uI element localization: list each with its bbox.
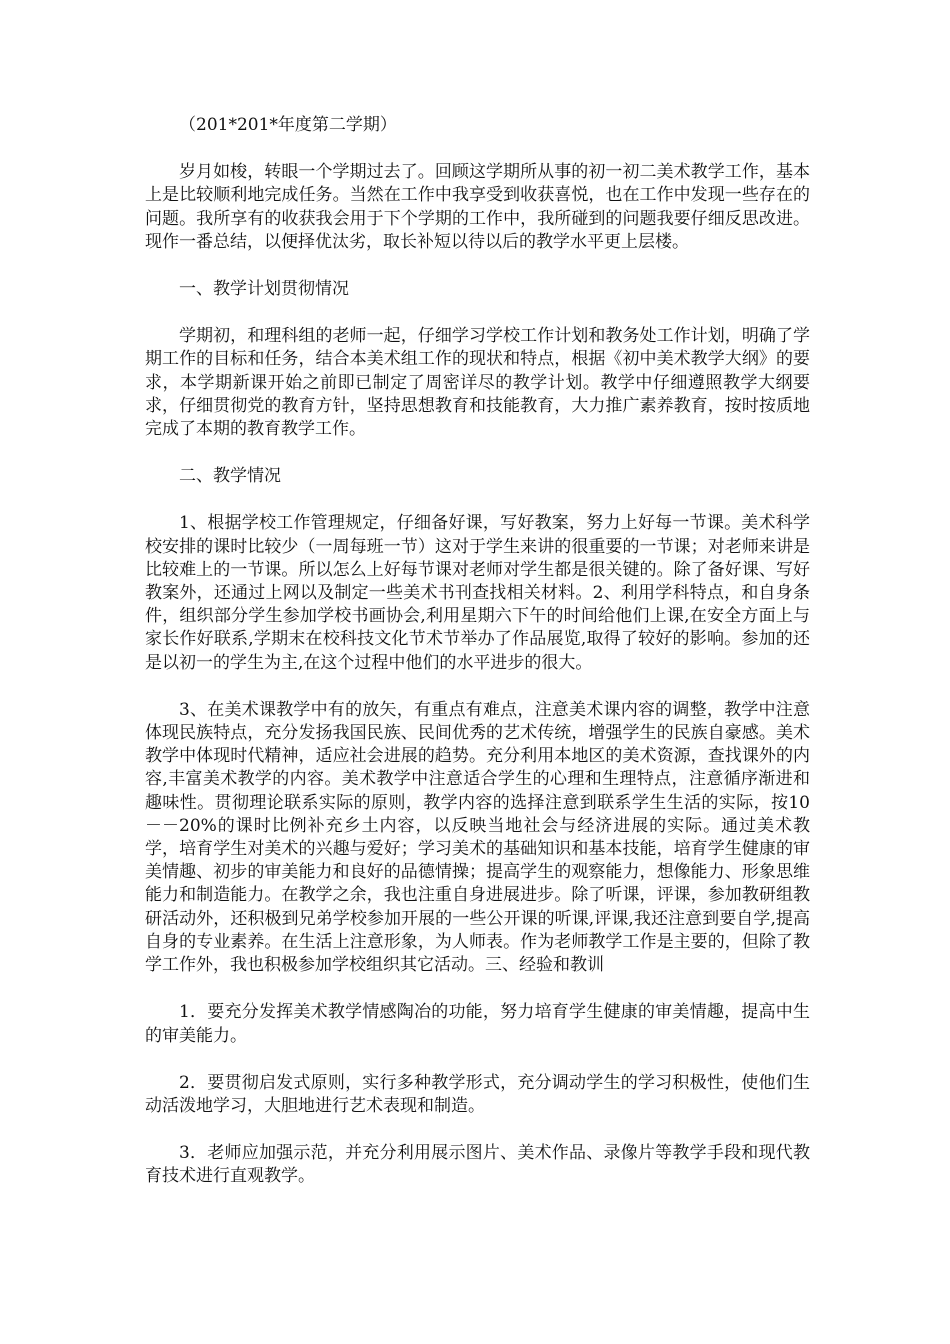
- section-1-heading: 一、教学计划贯彻情况: [179, 279, 349, 300]
- intro-paragraph: 岁月如梭，转眼一个学期过去了。回顾这学期所从事的初一初二美术教学工作，基本上是比较顺利地完成任务。当然在工作中我享受到收获喜悦，也在工作中发现一些存在的问题。我所享有的收获我会用于下个学期的工作中，我所碰到的问题我要仔细反思改进。现作一番总结，以便择优汰劣，取长补短以待以后的教学水平更上层楼。: [145, 162, 810, 252]
- section-1-paragraph: 学期初，和理科组的老师一起，仔细学习学校工作计划和教务处工作计划，明确了学期工作的目标和任务，结合本美术组工作的现状和特点，根据《初中美术教学大纲》的要求，本学期新课开始之前即已制定了周密详尽的教学计划。教学中仔细遵照教学大纲要求，仔细贯彻党的教育方针，坚持思想教育和技能教育，大力推广素养教育，按时按质地完成了本期的教育教学工作。: [145, 326, 810, 440]
- section-3-paragraph-3: 3．老师应加强示范，并充分利用展示图片、美术作品、录像片等教学手段和现代教育技术进行直观教学。: [145, 1143, 810, 1187]
- section-2-paragraph-1: 1、根据学校工作管理规定，仔细备好课，写好教案，努力上好每一节课。美术科学校安排的课时比较少（一周每班一节）这对于学生来讲的很重要的一节课；对老师来讲是比较难上的一节课。所以怎么上好每节课对老师对学生都是很关键的。除了备好课、写好教案外，还通过上网以及制定一些美术书刊查找相关材料。2、利用学科特点，和自身条件，组织部分学生参加学校书画协会,利用星期六下午的时间给他们上课,在安全方面上与家长作好联系,学期末在校科技文化节术节举办了作品展览,取得了较好的影响。参加的还是以初一的学生为主,在这个过程中他们的水平进步的很大。: [145, 513, 810, 673]
- section-2-heading: 二、教学情况: [179, 466, 281, 487]
- section-2-paragraph-2: 3、在美术课教学中有的放矢，有重点有难点，注意美术课内容的调整，教学中注意体现民族特点，充分发扬我国民族、民间优秀的艺术传统，增强学生的民族自豪感。美术教学中体现时代精神，适应社会进展的趋势。充分利用本地区的美术资源，查找课外的内容,丰富美术教学的内容。美术教学中注意适合学生的心理和生理特点，注意循序渐进和趣味性。贯彻理论联系实际的原则，教学内容的选择注意到联系学生生活的实际，按10－－20%的课时比例补充乡土内容，以反映当地社会与经济进展的实际。通过美术教学，培育学生对美术的兴趣与爱好；学习美术的基础知识和基本技能，培育学生健康的审美情趣、初步的审美能力和良好的品德情操；提高学生的观察能力，想像能力、形象思维能力和制造能力。在教学之余，我也注重自身进展进步。除了听课，评课，参加教研组教研活动外，还积极到兄弟学校参加开展的一些公开课的听课,评课,我还注意到要自学,提高自身的专业素养。在生活上注意形象，为人师表。作为老师教学工作是主要的，但除了教学工作外，我也积极参加学校组织其它活动。三、经验和教训: [145, 699, 810, 976]
- section-3-paragraph-1: 1．要充分发挥美术教学情感陶冶的功能，努力培育学生健康的审美情趣，提高中生的审美能力。: [145, 1002, 810, 1046]
- document-page: [145, 114, 810, 1213]
- section-3-paragraph-2: 2．要贯彻启发式原则，实行多种教学形式，充分调动学生的学习积极性，使他们生动活泼地学习，大胆地进行艺术表现和制造。: [145, 1072, 810, 1116]
- document-subtitle: （201*201*年度第二学期）: [179, 115, 397, 135]
